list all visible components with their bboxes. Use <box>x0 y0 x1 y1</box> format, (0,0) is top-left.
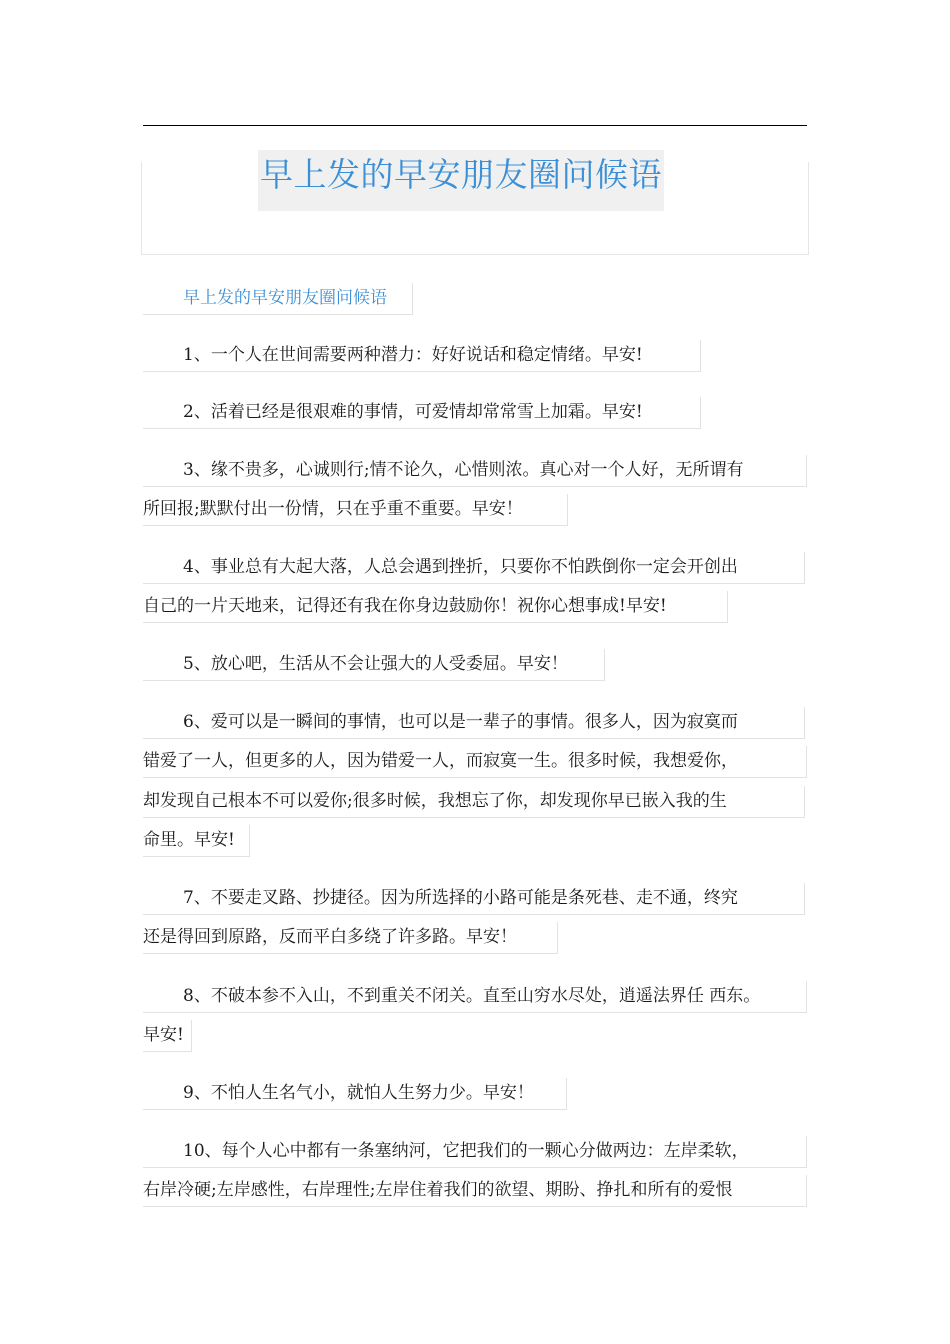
paragraph-4-line-2: 自己的一片天地来，记得还有我在你身边鼓励你！祝你心想事成!早安! <box>143 591 728 623</box>
paragraph-6-line-2: 错爱了一人，但更多的人，因为错爱一人，而寂寞一生。很多时候，我想爱你， <box>143 746 807 778</box>
paragraph-10-line-1: 10、每个人心中都有一条塞纳河，它把我们的一颗心分做两边：左岸柔软， <box>143 1136 807 1168</box>
paragraph-8-line-2: 早安! <box>143 1020 192 1052</box>
paragraph-6-line-3: 却发现自己根本不可以爱你;很多时候，我想忘了你，却发现你早已嵌入我的生 <box>143 786 805 818</box>
paragraph-6-line-1: 6、爱可以是一瞬间的事情，也可以是一辈子的事情。很多人，因为寂寞而 <box>143 707 805 739</box>
paragraph-2-line-1: 2、活着已经是很艰难的事情，可爱情却常常雪上加霜。早安! <box>143 397 701 429</box>
paragraph-6-line-4: 命里。早安! <box>143 825 250 857</box>
paragraph-9-line-1: 9、不怕人生名气小，就怕人生努力少。早安！ <box>143 1078 567 1110</box>
paragraph-7-line-2: 还是得回到原路，反而平白多绕了许多路。早安！ <box>143 922 558 954</box>
paragraph-3-line-2: 所回报;默默付出一份情，只在乎重不重要。早安！ <box>143 494 568 526</box>
paragraph-4-line-1: 4、事业总有大起大落，人总会遇到挫折，只要你不怕跌倒你一定会开创出 <box>143 552 805 584</box>
paragraph-8-line-1: 8、不破本参不入山，不到重关不闭关。直至山穷水尽处，逍遥法界任 西东。 <box>143 981 807 1013</box>
paragraph-5-line-1: 5、放心吧，生活从不会让强大的人受委屈。早安！ <box>143 649 605 681</box>
paragraph-3-line-1: 3、缘不贵多，心诚则行;情不论久，心惜则浓。真心对一个人好，无所谓有 <box>143 455 807 487</box>
document-subtitle: 早上发的早安朋友圈问候语 <box>143 283 413 315</box>
paragraph-10-line-2: 右岸冷硬;左岸感性，右岸理性;左岸住着我们的欲望、期盼、挣扎和所有的爱恨 <box>143 1175 807 1207</box>
paragraph-1-line-1: 1、一个人在世间需要两种潜力：好好说话和稳定情绪。早安! <box>143 340 701 372</box>
paragraph-7-line-1: 7、不要走叉路、抄捷径。因为所选择的小路可能是条死巷、走不通，终究 <box>143 883 805 915</box>
document-title: 早上发的早安朋友圈问候语 <box>258 150 664 211</box>
header-rule <box>143 125 807 126</box>
